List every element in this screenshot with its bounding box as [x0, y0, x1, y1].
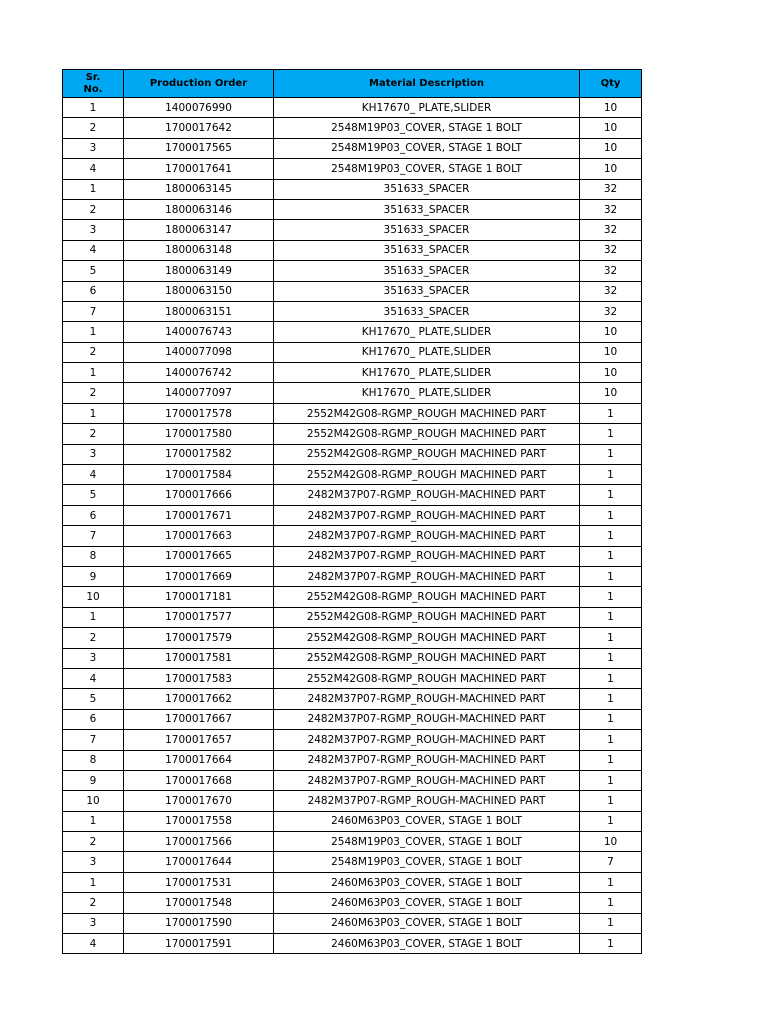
cell-qty: 1 [580, 872, 642, 892]
cell-qty: 1 [580, 566, 642, 586]
cell-qty: 1 [580, 709, 642, 729]
cell-qty: 32 [580, 179, 642, 199]
table-row [63, 383, 642, 403]
table-row [63, 138, 642, 158]
header-sr-no [63, 70, 124, 98]
cell-production-order: 1700017590 [124, 913, 274, 933]
cell-production-order: 1700017548 [124, 893, 274, 913]
cell-material-description: KH17670_ PLATE,SLIDER [274, 363, 580, 383]
cell-qty: 10 [580, 138, 642, 158]
cell-production-order: 1700017558 [124, 811, 274, 831]
table-row [63, 913, 642, 933]
cell-production-order: 1400076742 [124, 363, 274, 383]
cell-production-order: 1700017664 [124, 750, 274, 770]
cell-sr-no: 2 [63, 383, 124, 403]
cell-qty: 1 [580, 791, 642, 811]
cell-sr-no: 9 [63, 770, 124, 790]
cell-qty: 1 [580, 403, 642, 423]
cell-sr-no: 2 [63, 424, 124, 444]
cell-production-order: 1700017591 [124, 934, 274, 954]
cell-sr-no: 3 [63, 852, 124, 872]
cell-sr-no: 5 [63, 261, 124, 281]
cell-material-description: 2552M42G08-RGMP_ROUGH MACHINED PART [274, 607, 580, 627]
cell-sr-no: 2 [63, 342, 124, 362]
table-row [63, 628, 642, 648]
cell-material-description: KH17670_ PLATE,SLIDER [274, 322, 580, 342]
cell-material-description: 351633_SPACER [274, 179, 580, 199]
table-row [63, 220, 642, 240]
cell-material-description: 2552M42G08-RGMP_ROUGH MACHINED PART [274, 587, 580, 607]
cell-material-description: 2482M37P07-RGMP_ROUGH-MACHINED PART [274, 566, 580, 586]
cell-sr-no: 3 [63, 138, 124, 158]
cell-material-description: 2482M37P07-RGMP_ROUGH-MACHINED PART [274, 505, 580, 525]
cell-qty: 1 [580, 607, 642, 627]
cell-qty: 10 [580, 342, 642, 362]
cell-material-description: 2552M42G08-RGMP_ROUGH MACHINED PART [274, 648, 580, 668]
cell-material-description: 2552M42G08-RGMP_ROUGH MACHINED PART [274, 424, 580, 444]
cell-production-order: 1700017671 [124, 505, 274, 525]
table-row [63, 281, 642, 301]
cell-material-description: 2482M37P07-RGMP_ROUGH-MACHINED PART [274, 709, 580, 729]
cell-material-description: 2548M19P03_COVER, STAGE 1 BOLT [274, 852, 580, 872]
cell-production-order: 1700017579 [124, 628, 274, 648]
cell-material-description: 2482M37P07-RGMP_ROUGH-MACHINED PART [274, 526, 580, 546]
cell-production-order: 1700017582 [124, 444, 274, 464]
cell-qty: 1 [580, 913, 642, 933]
cell-qty: 1 [580, 546, 642, 566]
cell-qty: 1 [580, 648, 642, 668]
cell-production-order: 1400077097 [124, 383, 274, 403]
cell-sr-no: 1 [63, 363, 124, 383]
table-row [63, 199, 642, 219]
cell-production-order: 1700017583 [124, 668, 274, 688]
cell-material-description: 2460M63P03_COVER, STAGE 1 BOLT [274, 811, 580, 831]
cell-sr-no: 2 [63, 628, 124, 648]
table-row [63, 852, 642, 872]
cell-sr-no: 2 [63, 118, 124, 138]
cell-production-order: 1800063149 [124, 261, 274, 281]
cell-qty: 1 [580, 444, 642, 464]
table-row [63, 832, 642, 852]
cell-production-order: 1700017667 [124, 709, 274, 729]
table-row [63, 159, 642, 179]
cell-sr-no: 5 [63, 485, 124, 505]
cell-production-order: 1700017662 [124, 689, 274, 709]
table-row [63, 730, 642, 750]
table-row [63, 546, 642, 566]
cell-sr-no: 7 [63, 526, 124, 546]
cell-material-description: 2548M19P03_COVER, STAGE 1 BOLT [274, 832, 580, 852]
cell-material-description: 351633_SPACER [274, 199, 580, 219]
table-row [63, 934, 642, 954]
cell-qty: 32 [580, 261, 642, 281]
cell-production-order: 1700017670 [124, 791, 274, 811]
table-row [63, 709, 642, 729]
cell-sr-no: 8 [63, 750, 124, 770]
cell-qty: 1 [580, 811, 642, 831]
cell-qty: 1 [580, 934, 642, 954]
cell-production-order: 1400077098 [124, 342, 274, 362]
cell-production-order: 1800063150 [124, 281, 274, 301]
table-row [63, 403, 642, 423]
cell-production-order: 1700017577 [124, 607, 274, 627]
table-row [63, 750, 642, 770]
cell-material-description: 2460M63P03_COVER, STAGE 1 BOLT [274, 893, 580, 913]
table-row [63, 363, 642, 383]
cell-material-description: 2482M37P07-RGMP_ROUGH-MACHINED PART [274, 750, 580, 770]
table-row [63, 872, 642, 892]
cell-qty: 1 [580, 505, 642, 525]
cell-material-description: 351633_SPACER [274, 261, 580, 281]
table-row [63, 444, 642, 464]
header-qty: Qty [580, 70, 642, 98]
table-row [63, 668, 642, 688]
cell-qty: 1 [580, 668, 642, 688]
cell-sr-no: 4 [63, 668, 124, 688]
cell-material-description: 2552M42G08-RGMP_ROUGH MACHINED PART [274, 444, 580, 464]
cell-qty: 1 [580, 485, 642, 505]
cell-sr-no: 1 [63, 179, 124, 199]
cell-production-order: 1700017669 [124, 566, 274, 586]
cell-sr-no: 7 [63, 301, 124, 321]
cell-qty: 10 [580, 832, 642, 852]
cell-material-description: 2460M63P03_COVER, STAGE 1 BOLT [274, 934, 580, 954]
cell-production-order: 1700017666 [124, 485, 274, 505]
cell-production-order: 1800063147 [124, 220, 274, 240]
cell-production-order: 1700017565 [124, 138, 274, 158]
cell-material-description: 2460M63P03_COVER, STAGE 1 BOLT [274, 872, 580, 892]
cell-sr-no: 1 [63, 98, 124, 118]
header-sr-line1: Sr. [85, 71, 101, 83]
cell-sr-no: 1 [63, 811, 124, 831]
cell-sr-no: 7 [63, 730, 124, 750]
cell-production-order: 1700017657 [124, 730, 274, 750]
cell-sr-no: 6 [63, 281, 124, 301]
cell-production-order: 1700017566 [124, 832, 274, 852]
production-order-table [62, 69, 642, 954]
cell-sr-no: 2 [63, 199, 124, 219]
cell-material-description: 2552M42G08-RGMP_ROUGH MACHINED PART [274, 403, 580, 423]
cell-material-description: 2482M37P07-RGMP_ROUGH-MACHINED PART [274, 730, 580, 750]
table-row [63, 791, 642, 811]
cell-production-order: 1800063151 [124, 301, 274, 321]
table-row [63, 505, 642, 525]
cell-qty: 1 [580, 770, 642, 790]
cell-qty: 1 [580, 587, 642, 607]
cell-production-order: 1700017584 [124, 465, 274, 485]
cell-production-order: 1700017641 [124, 159, 274, 179]
table-row [63, 98, 642, 118]
table-row [63, 424, 642, 444]
table-row [63, 342, 642, 362]
cell-qty: 32 [580, 281, 642, 301]
cell-production-order: 1700017580 [124, 424, 274, 444]
cell-qty: 1 [580, 730, 642, 750]
cell-qty: 32 [580, 301, 642, 321]
cell-production-order: 1700017663 [124, 526, 274, 546]
header-material-description: Material Description [274, 70, 580, 98]
cell-material-description: 2482M37P07-RGMP_ROUGH-MACHINED PART [274, 485, 580, 505]
table-row [63, 322, 642, 342]
table-row [63, 607, 642, 627]
header-sr-line2: No. [83, 83, 103, 95]
table-row [63, 893, 642, 913]
cell-production-order: 1800063148 [124, 240, 274, 260]
cell-qty: 7 [580, 852, 642, 872]
table-row [63, 301, 642, 321]
cell-material-description: 351633_SPACER [274, 301, 580, 321]
cell-production-order: 1400076743 [124, 322, 274, 342]
cell-material-description: KH17670_ PLATE,SLIDER [274, 383, 580, 403]
table-row [63, 587, 642, 607]
cell-production-order: 1700017668 [124, 770, 274, 790]
cell-sr-no: 10 [63, 791, 124, 811]
cell-sr-no: 4 [63, 465, 124, 485]
cell-sr-no: 4 [63, 159, 124, 179]
cell-material-description: 351633_SPACER [274, 220, 580, 240]
cell-material-description: 2552M42G08-RGMP_ROUGH MACHINED PART [274, 465, 580, 485]
cell-production-order: 1700017665 [124, 546, 274, 566]
cell-qty: 10 [580, 98, 642, 118]
cell-material-description: 351633_SPACER [274, 281, 580, 301]
cell-sr-no: 5 [63, 689, 124, 709]
cell-sr-no: 1 [63, 403, 124, 423]
cell-qty: 10 [580, 363, 642, 383]
table-row [63, 566, 642, 586]
cell-material-description: 2548M19P03_COVER, STAGE 1 BOLT [274, 159, 580, 179]
cell-sr-no: 9 [63, 566, 124, 586]
cell-material-description: 2482M37P07-RGMP_ROUGH-MACHINED PART [274, 689, 580, 709]
cell-qty: 1 [580, 465, 642, 485]
cell-material-description: 2548M19P03_COVER, STAGE 1 BOLT [274, 118, 580, 138]
cell-material-description: 2460M63P03_COVER, STAGE 1 BOLT [274, 913, 580, 933]
cell-material-description: 351633_SPACER [274, 240, 580, 260]
header-production-order: Production Order [124, 70, 274, 98]
cell-sr-no: 3 [63, 444, 124, 464]
table-row [63, 689, 642, 709]
cell-sr-no: 3 [63, 220, 124, 240]
table-row [63, 770, 642, 790]
cell-qty: 32 [580, 199, 642, 219]
cell-production-order: 1700017581 [124, 648, 274, 668]
cell-qty: 1 [580, 893, 642, 913]
table-row [63, 179, 642, 199]
cell-qty: 32 [580, 220, 642, 240]
cell-sr-no: 1 [63, 872, 124, 892]
cell-sr-no: 4 [63, 934, 124, 954]
cell-sr-no: 6 [63, 709, 124, 729]
cell-sr-no: 1 [63, 322, 124, 342]
cell-material-description: 2482M37P07-RGMP_ROUGH-MACHINED PART [274, 546, 580, 566]
cell-sr-no: 2 [63, 832, 124, 852]
table-row [63, 465, 642, 485]
cell-qty: 10 [580, 118, 642, 138]
cell-production-order: 1700017181 [124, 587, 274, 607]
cell-production-order: 1800063146 [124, 199, 274, 219]
cell-production-order: 1700017578 [124, 403, 274, 423]
cell-sr-no: 8 [63, 546, 124, 566]
cell-qty: 10 [580, 383, 642, 403]
table-row [63, 485, 642, 505]
table-row [63, 118, 642, 138]
table-body [63, 98, 642, 954]
cell-sr-no: 3 [63, 913, 124, 933]
cell-production-order: 1800063145 [124, 179, 274, 199]
cell-sr-no: 6 [63, 505, 124, 525]
cell-qty: 1 [580, 689, 642, 709]
table-row [63, 261, 642, 281]
table-row [63, 240, 642, 260]
cell-qty: 1 [580, 750, 642, 770]
cell-production-order: 1700017642 [124, 118, 274, 138]
cell-qty: 10 [580, 322, 642, 342]
cell-qty: 1 [580, 526, 642, 546]
cell-material-description: 2548M19P03_COVER, STAGE 1 BOLT [274, 138, 580, 158]
cell-sr-no: 3 [63, 648, 124, 668]
cell-sr-no: 1 [63, 607, 124, 627]
cell-material-description: 2552M42G08-RGMP_ROUGH MACHINED PART [274, 628, 580, 648]
cell-production-order: 1700017531 [124, 872, 274, 892]
cell-qty: 10 [580, 159, 642, 179]
cell-material-description: 2552M42G08-RGMP_ROUGH MACHINED PART [274, 668, 580, 688]
cell-production-order: 1700017644 [124, 852, 274, 872]
cell-material-description: 2482M37P07-RGMP_ROUGH-MACHINED PART [274, 791, 580, 811]
cell-sr-no: 2 [63, 893, 124, 913]
cell-sr-no: 10 [63, 587, 124, 607]
cell-material-description: 2482M37P07-RGMP_ROUGH-MACHINED PART [274, 770, 580, 790]
cell-production-order: 1400076990 [124, 98, 274, 118]
cell-sr-no: 4 [63, 240, 124, 260]
cell-material-description: KH17670_ PLATE,SLIDER [274, 342, 580, 362]
cell-material-description: KH17670_ PLATE,SLIDER [274, 98, 580, 118]
cell-qty: 32 [580, 240, 642, 260]
table-row [63, 648, 642, 668]
table-row [63, 811, 642, 831]
table-header-row [63, 70, 642, 98]
cell-qty: 1 [580, 628, 642, 648]
cell-qty: 1 [580, 424, 642, 444]
table-row [63, 526, 642, 546]
